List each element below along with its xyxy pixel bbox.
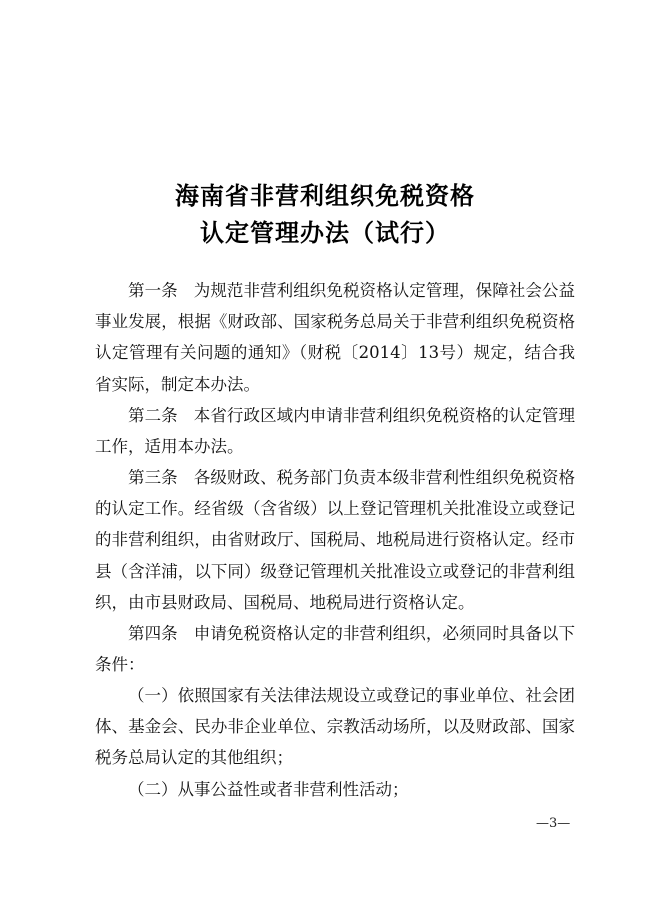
article-2-heading: 第二条	[128, 406, 178, 425]
article-2-text: 本省行政区域内申请非营利组织免税资格的认定管理工作，适用本办法。	[95, 406, 576, 457]
article-3-paragraph	[95, 462, 575, 618]
condition-1-text: （一）依照国家有关法律法规设立或登记的事业单位、社会团体、基金会、民办非企业单位、宗教活动场所，以及财政部、国家税务总局认定的其他组织；	[95, 686, 575, 768]
article-1-paragraph	[95, 275, 575, 400]
document-title-line-1: 海南省非营利组织免税资格	[175, 182, 475, 210]
article-1-text: 为规范非营利组织免税资格认定管理，保障社会公益事业发展，根据《财政部、国家税务总局关于非营利组织免税资格认定管理有关问题的通知》（财税〔2014〕13号）规定，结合我省实际，制定本办法。	[95, 281, 576, 394]
condition-2-paragraph	[95, 774, 575, 805]
page-number: —3—	[536, 816, 571, 831]
article-4-paragraph	[95, 618, 575, 680]
article-2-paragraph	[95, 400, 575, 462]
document-title-line-2: 认定管理办法（试行）	[200, 219, 450, 247]
article-4-heading: 第四条	[128, 624, 178, 643]
article-3-text: 各级财政、税务部门负责本级非营利性组织免税资格的认定工作。经省级（含省级）以上登记管理机关批准设立或登记的非营利组织，由省财政厅、国税局、地税局进行资格认定。经市县（含洋浦，以下同）级登记管理机关批准设立或登记的非营利组织，由市县财政局、国税局、地税局进行资格认定。	[95, 468, 576, 612]
article-3-heading: 第三条	[128, 468, 178, 487]
article-4-text: 申请免税资格认定的非营利组织，必须同时具备以下条件：	[95, 624, 576, 675]
condition-1-paragraph	[95, 680, 575, 774]
condition-2-text: （二）从事公益性或者非营利性活动；	[128, 780, 409, 799]
article-1-heading: 第一条	[128, 281, 178, 300]
